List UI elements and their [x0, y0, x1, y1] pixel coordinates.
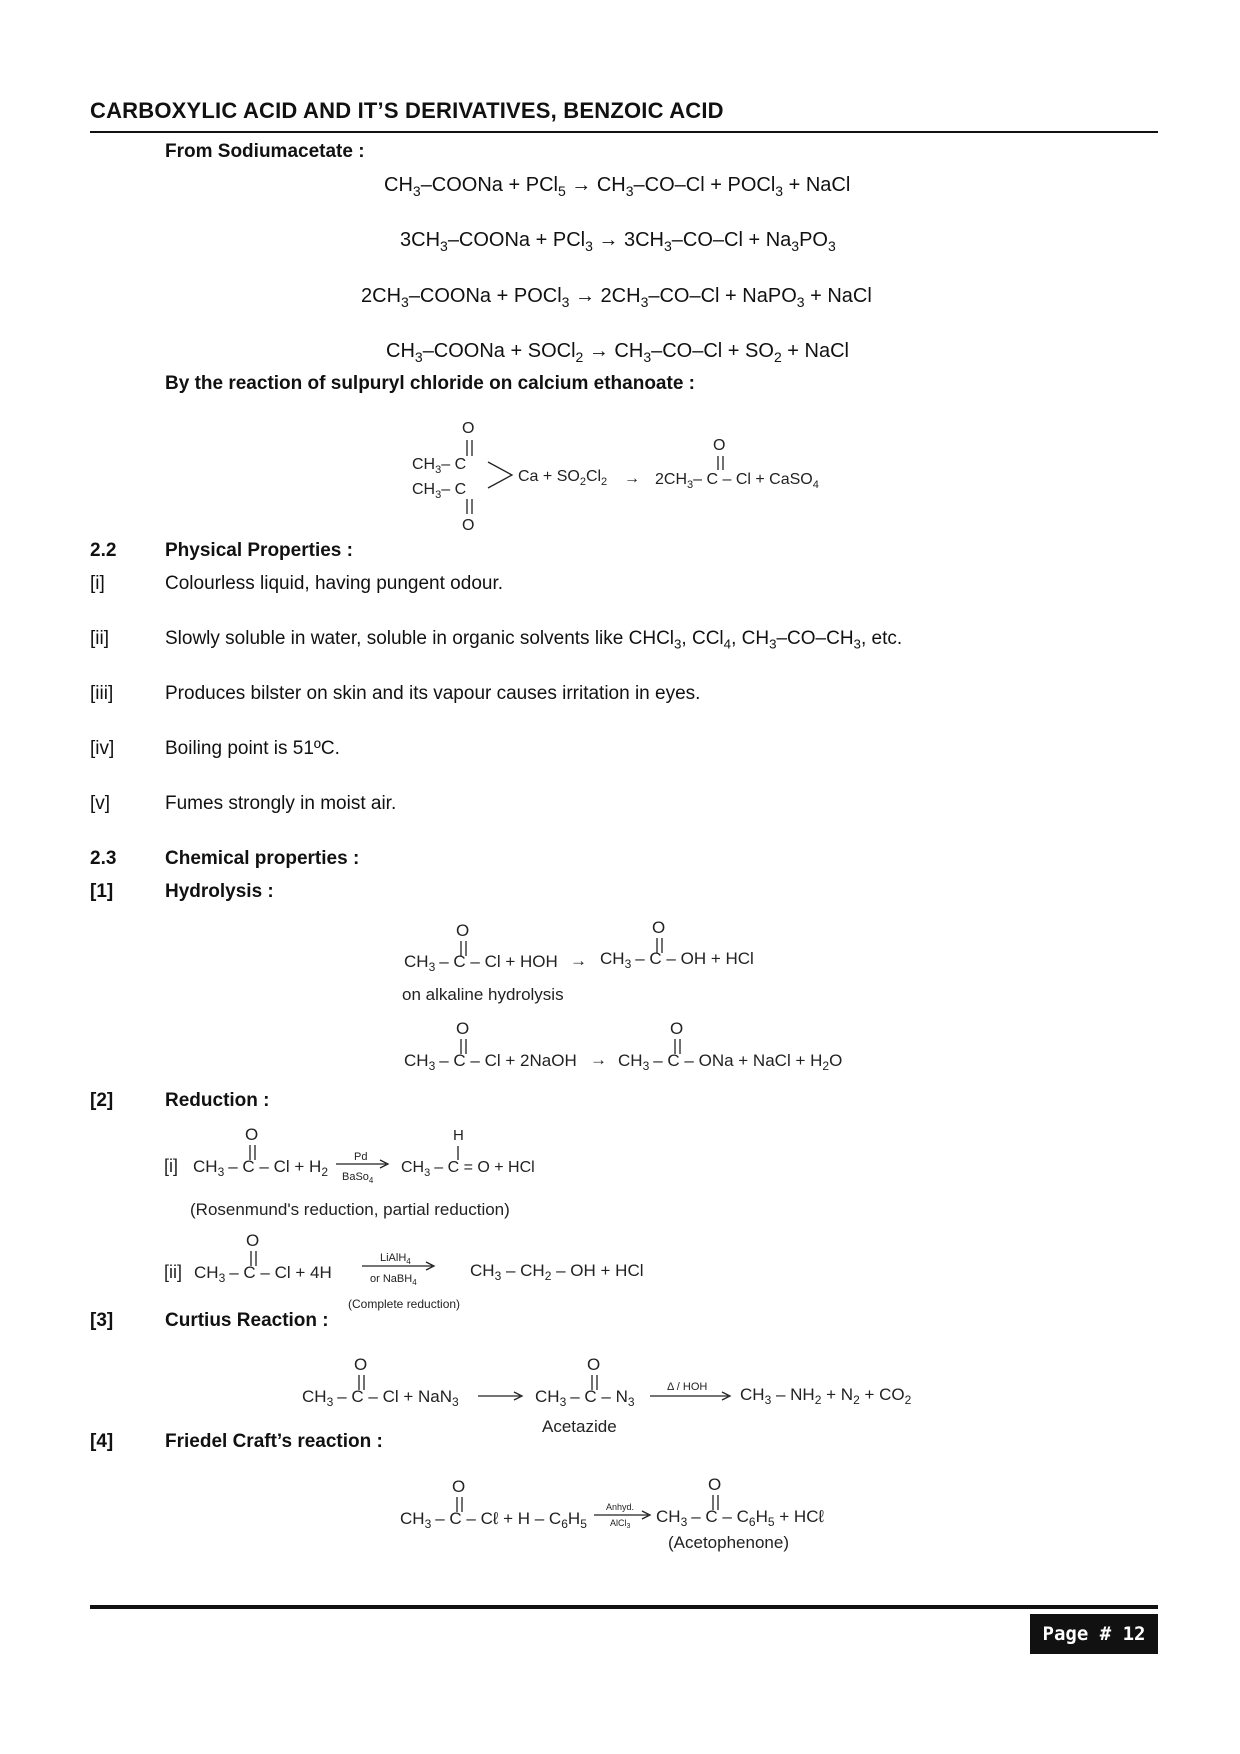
subscript: 3 [640, 293, 649, 310]
hydrolysis-o4: O [670, 1019, 684, 1038]
physical-heading: Physical Properties : [165, 540, 353, 561]
subscript: 2 [575, 348, 584, 365]
curtius-left: $CH_3 - C - Cl + NaN_3$ [302, 1387, 459, 1409]
curtius-marker: [3] [90, 1310, 114, 1331]
friedel-heading: Friedel Craft’s reaction : [165, 1431, 383, 1452]
reduction-ii-marker: [ii] [164, 1262, 182, 1282]
physical-item-2: Slowly soluble in water, soluble in organic solvents like CHCl$_3$, CCl$_4$, $CH_3-CO-CH_3$, etc. [165, 628, 903, 652]
friedel-o2: O [708, 1475, 722, 1494]
subscript: 3 [412, 182, 421, 199]
hydrolysis-eq2-right: $CH_3$ – C – ONa + NaCl + $H_2O$ [618, 1051, 843, 1073]
physical-marker-5: [v] [90, 793, 111, 814]
physical-marker-2: [ii] [90, 628, 109, 649]
friedel-o1: O [452, 1477, 466, 1496]
physical-marker-1: [i] [90, 573, 105, 594]
subscript: 3 [440, 237, 448, 254]
subscript: 3 [414, 348, 423, 365]
reagent-text: $Ca + SO_2Cl_2$ [518, 468, 608, 488]
page-header-title: CARBOXYLIC ACID AND IT’S DERIVATIVES, BENZOIC ACID [90, 98, 724, 123]
reduction-marker: [2] [90, 1090, 114, 1111]
hydrolysis-eq1-left: $CH_3$ – C – Cl + HOH [404, 952, 558, 974]
formula-text: 2CH [361, 285, 402, 307]
formula-text: → CH [583, 340, 644, 362]
physical-marker-3: [iii] [90, 683, 114, 704]
subscript: 3 [561, 293, 570, 310]
reduction-i-catalyst-top: Pd [354, 1151, 368, 1163]
curtius-heading: Curtius Reaction : [165, 1310, 329, 1331]
subscript: 3 [775, 182, 784, 199]
subscript: 3 [625, 182, 634, 199]
physical-item-5: Fumes strongly in moist air. [165, 793, 397, 814]
hydrolysis-arrow-2: → [590, 1050, 607, 1069]
reduction-i-right: $CH_3 - C = O$ + HCl [401, 1159, 535, 1179]
friedel-left: $CH_3$ – C – Cℓ + H – $C_6H_5$ [400, 1509, 587, 1531]
hydrolysis-o2: O [652, 918, 666, 937]
ch3-upper: $CH_3-$ C [412, 456, 467, 476]
reduction-i-marker: [i] [164, 1156, 179, 1176]
subscript: 3 [401, 293, 409, 310]
acetophenone-label: (Acetophenone) [668, 1533, 789, 1552]
subscript: 3 [796, 293, 805, 310]
curtius-catalyst: Δ / HOH [667, 1381, 708, 1393]
chemical-heading: Chemical properties : [165, 848, 360, 869]
reduction-ii-left: $CH_3 - C - Cl + 4H$ [194, 1263, 332, 1285]
hydrolysis-arrow-1: → [570, 951, 587, 970]
acetazide-label: Acetazide [542, 1417, 617, 1436]
reduction-i-catalyst-bottom: BaSo$_4$ [342, 1171, 374, 1185]
hydrolysis-o3: O [456, 1019, 470, 1038]
physical-item-4: Boiling point is 51ºC. [165, 738, 340, 759]
formula-text: –CO–Cl + NaPO [648, 285, 797, 307]
reaction-arrow-icon: → [624, 470, 640, 487]
curtius-mid: $CH_3$ – C – $N_3$ [535, 1387, 635, 1409]
hydrolysis-o1: O [456, 921, 470, 940]
reduction-ii-catalyst-bottom: or NaBH$_4$ [370, 1273, 417, 1287]
formula-text: –COONa + POCl [408, 285, 562, 307]
formula-text: –COONa + PCl [447, 229, 586, 251]
subscript: 5 [557, 182, 566, 199]
chemical-section-number: 2.3 [90, 848, 117, 869]
physical-item-3: Produces bilster on skin and its vapour causes irritation in eyes. [165, 683, 701, 704]
hydrolysis-eq1-right: $CH_3$ – C – OH + HCl [600, 949, 754, 971]
formula-text: –CO–Cl + POCl [633, 174, 776, 196]
physical-section-number: 2.2 [90, 540, 117, 561]
hydrolysis-eq2-left: $CH_3$ – C – Cl + 2NaOH [404, 1051, 577, 1073]
formula-text: –COONa + PCl [420, 174, 558, 196]
friedel-catalyst-bottom: AlCl$_3$ [610, 1518, 631, 1530]
oxygen-top: O [462, 420, 475, 437]
hydrolysis-marker: [1] [90, 881, 114, 902]
ch3-lower: $CH_3-$ C [412, 481, 467, 501]
formula-text: CH [386, 340, 415, 362]
friedel-right: $CH_3$ – C – $C_6H_5$ + HCℓ [656, 1507, 824, 1529]
formula-text: CH [384, 174, 413, 196]
hydrolysis-heading: Hydrolysis : [165, 881, 274, 902]
friedel-marker: [4] [90, 1431, 114, 1452]
footer-divider [90, 1605, 1158, 1609]
formula-text: + NaCl [781, 340, 849, 362]
physical-item-1: Colourless liquid, having pungent odour. [165, 573, 504, 594]
reduction-ii-catalyst-top: LiAlH$_4$ [380, 1252, 411, 1266]
page-number-badge: Page # 12 [1030, 1614, 1158, 1654]
formula-text: + NaCl [804, 285, 872, 307]
formula-text: 3CH [400, 229, 441, 251]
reduction-i-h: H [453, 1127, 464, 1144]
subscript: 3 [643, 348, 652, 365]
formula-text: → 3CH [592, 229, 664, 251]
formula-text: –CO–Cl + SO [651, 340, 774, 362]
reduction-heading: Reduction : [165, 1090, 270, 1111]
oxygen-bottom: O [462, 517, 475, 534]
reduction-i-left: $CH_3 - C - Cl + H_2$ [193, 1157, 328, 1179]
reduction-i-o: O [245, 1125, 259, 1144]
sulphuryl-heading: By the reaction of sulpuryl chloride on calcium ethanoate : [165, 373, 695, 394]
reduction-ii-o: O [246, 1231, 260, 1250]
reduction-ii-right: $CH_3 - CH_2$ – OH + HCl [470, 1261, 644, 1283]
alkaline-hydrolysis-note: on alkaline hydrolysis [402, 985, 564, 1004]
formula-text: PO [799, 229, 828, 251]
product-oxygen: O [713, 437, 726, 454]
formula-text: –COONa + SOCl [422, 340, 576, 362]
sodium-acetate-heading: From Sodiumacetate : [165, 141, 365, 162]
subscript: 3 [664, 237, 672, 254]
subscript: 3 [585, 237, 593, 254]
complete-reduction-note: (Complete reduction) [348, 1297, 461, 1311]
formula-text: –CO–Cl + Na [671, 229, 792, 251]
formula-text: → CH [565, 174, 626, 196]
subscript: 2 [773, 348, 782, 365]
friedel-catalyst-top: Anhyd. [606, 1502, 635, 1512]
physical-marker-4: [iv] [90, 738, 115, 759]
curtius-right: $CH_3 - NH_2 + N_2 + CO_2$ [740, 1385, 912, 1407]
formula-text: → 2CH [569, 285, 641, 307]
product-text: $2CH_3-$ C – Cl + CaSO$_4$ [655, 471, 819, 491]
rosenmund-note: (Rosenmund's reduction, partial reduction) [190, 1200, 510, 1219]
curtius-o2: O [587, 1355, 601, 1374]
subscript: 3 [828, 237, 836, 254]
curtius-o1: O [354, 1355, 368, 1374]
formula-text: + NaCl [783, 174, 851, 196]
subscript: 3 [791, 237, 800, 254]
